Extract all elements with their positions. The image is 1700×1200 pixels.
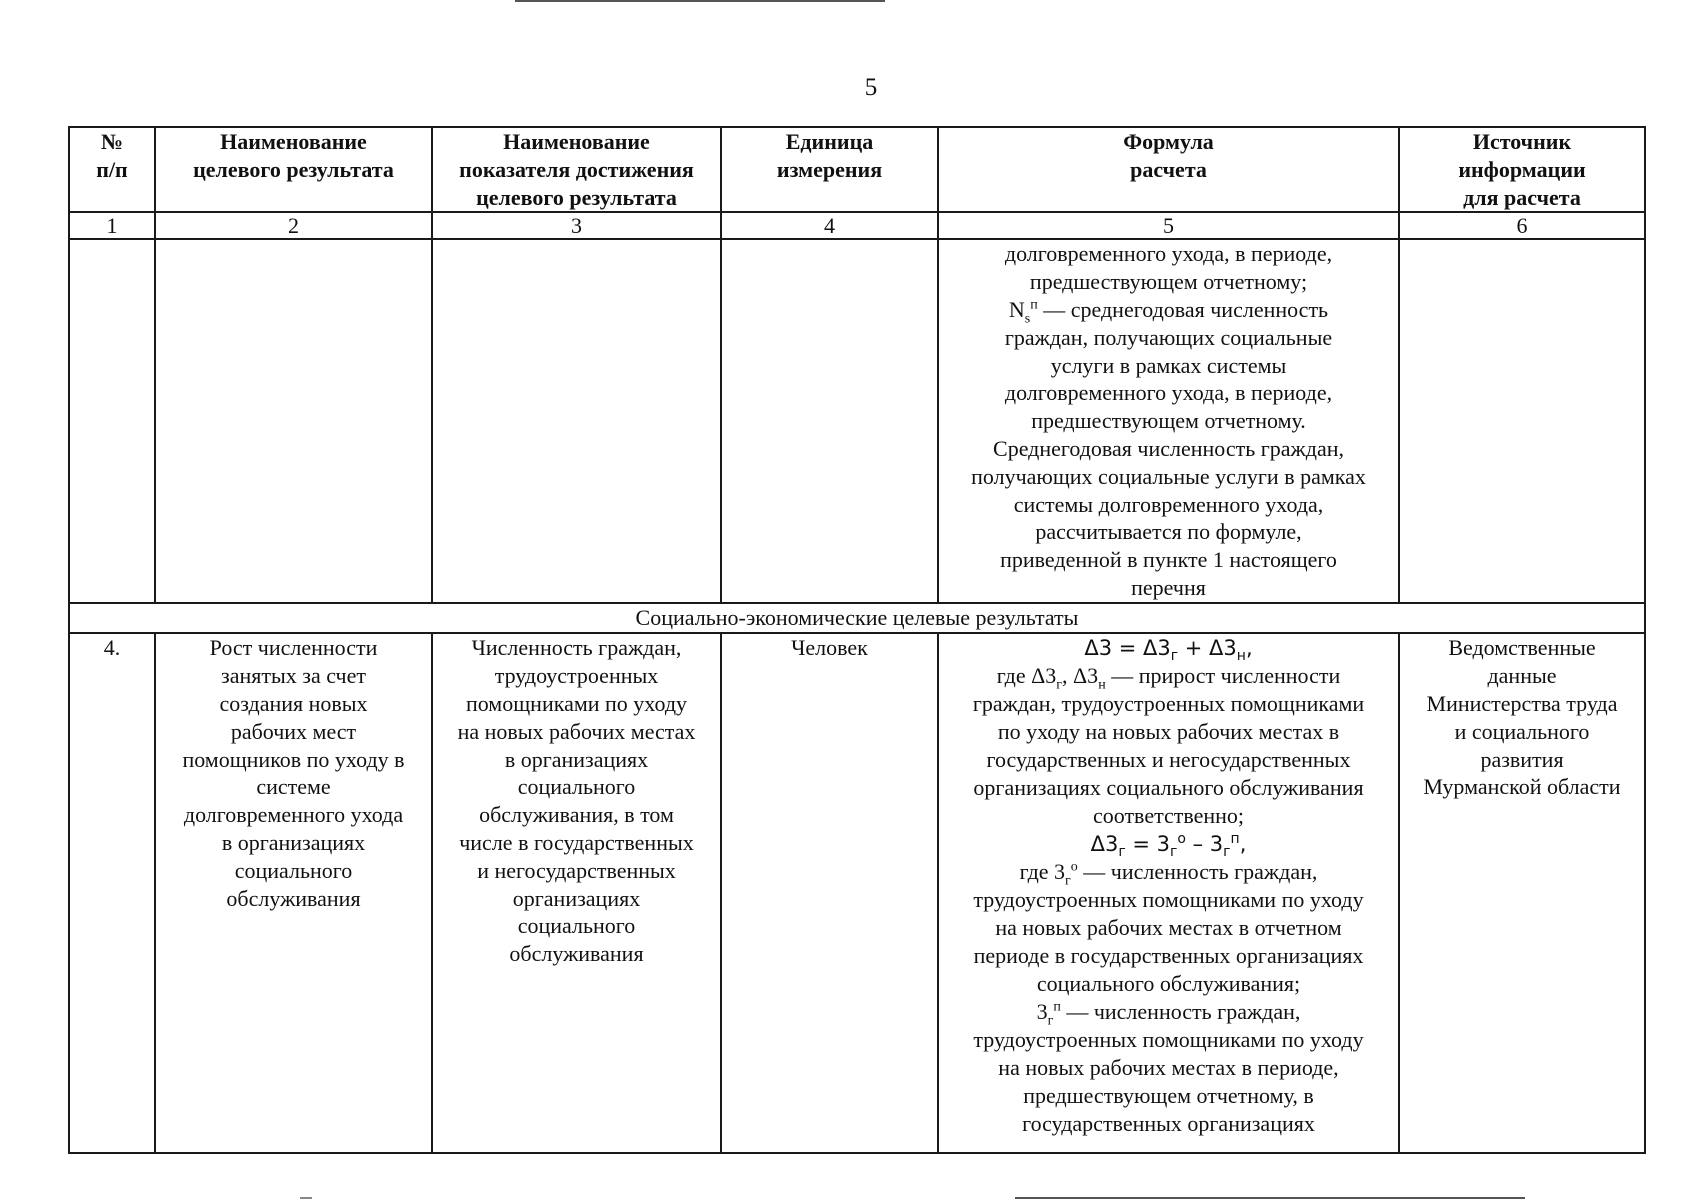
column-number: 4 <box>721 212 938 239</box>
column-number: 3 <box>432 212 721 239</box>
column-number: 1 <box>69 212 155 239</box>
formula-delta-state: $\Delta 3_г = 3_г^о - 3_г^п$, <box>1090 831 1247 861</box>
column-number: 2 <box>155 212 432 239</box>
header-source: Источник информации для расчета <box>1399 127 1645 212</box>
indicator-name-cell: Численность граждан, трудоустроенных помощниками по уходу на новых рабочих местах в организациях социального обслуживания, в том числе в государственных и негосударственных организациях социального обслуживания <box>432 633 721 1153</box>
bottom-edge-line <box>1015 1197 1525 1199</box>
bottom-mark <box>300 1197 312 1199</box>
table-cell <box>1399 239 1645 603</box>
table-cell <box>721 239 938 603</box>
column-number: 5 <box>938 212 1399 239</box>
section-title: Социально-экономические целевые результаты <box>69 603 1645 633</box>
table-cell <box>69 239 155 603</box>
formula-cell: $\Delta 3 = \Delta 3_г + \Delta 3_н$, где $\Delta 3_г$, $\Delta 3_н$ — прирост численности граждан, трудоустроенных помощниками по уходу на новых рабочих местах в государственных и негосударственных организациях социального обслуживания соответственно; $\Delta 3_г = 3_г^о - 3_г^п$, где $3_г^о$ — численность граждан, трудоустроенных помощниками по уходу на новых рабочих местах в отчетном периоде в государственных организациях социального обслуживания; $3_г^п$ — численность граждан, трудоустроенных помощниками по уходу на новых рабочих местах в периоде, предшествующем отчетному, в государственных организациях <box>938 633 1399 1153</box>
unit-cell: Человек <box>721 633 938 1153</box>
formula-delta-total: $\Delta 3 = \Delta 3_г + \Delta 3_н$, <box>1084 636 1253 665</box>
column-number: 6 <box>1399 212 1645 239</box>
result-name-cell: Рост численности занятых за счет создания новых рабочих мест помощников по уходу в системе долговременного ухода в организациях социального обслуживания <box>155 633 432 1153</box>
page-number: 5 <box>864 74 878 101</box>
top-edge-line <box>515 0 885 2</box>
header-number: № п/п <box>69 127 155 212</box>
header-formula: Формула расчета <box>938 127 1399 212</box>
header-indicator-name: Наименование показателя достижения целевого результата <box>432 127 721 212</box>
row-number: 4. <box>69 633 155 1153</box>
continued-formula-text: долговременного ухода, в периоде, предшествующем отчетному; $N_s^п$ — среднегодовая численность граждан, получающих социальные услуги в рамках системы долговременного ухода, в периоде, предшествующем отчетному. Среднегодовая численность граждан, получающих социальные услуги в рамках системы долговременного ухода, рассчитывается по формуле, приведенной в пункте 1 настоящего перечня <box>938 239 1399 603</box>
header-result-name: Наименование целевого результата <box>155 127 432 212</box>
table-row <box>69 633 1645 1153</box>
indicator-table <box>68 126 1646 1154</box>
table-cell <box>432 239 721 603</box>
table-header-row <box>69 127 1645 212</box>
table-cell <box>155 239 432 603</box>
source-cell: Ведомственные данные Министерства труда и социального развития Мурманской области <box>1399 633 1645 1153</box>
section-row <box>69 603 1645 633</box>
column-number-row <box>69 212 1645 239</box>
table-row-continuation <box>69 239 1645 603</box>
header-unit: Единица измерения <box>721 127 938 212</box>
